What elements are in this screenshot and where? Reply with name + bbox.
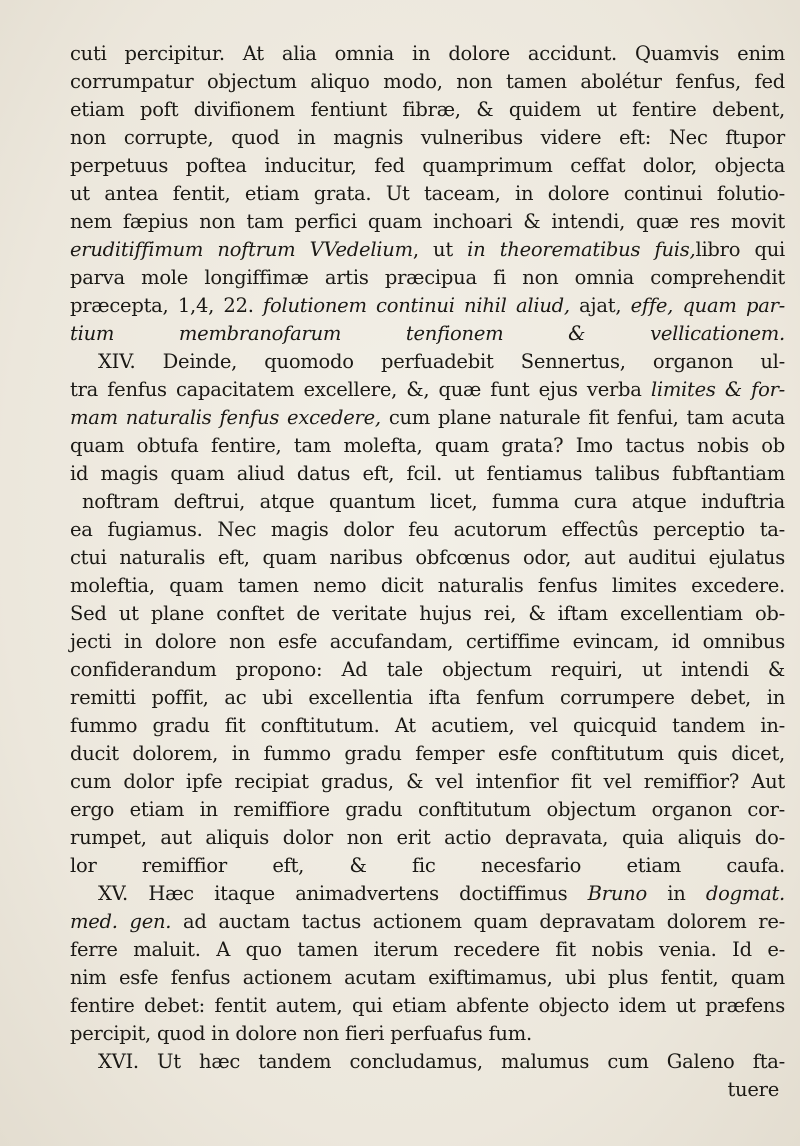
italic-text: folutionem continui nihil aliud, bbox=[263, 294, 570, 317]
text-run: corrumpatur objectum aliquo modo, non tamen abolétur fenfus, fed bbox=[70, 70, 785, 93]
text-line bbox=[70, 768, 785, 796]
text-line bbox=[70, 180, 785, 208]
text-run: noftram deftrui, atque quantum licet, fumma cura atque induftria bbox=[82, 490, 785, 513]
page-text bbox=[70, 40, 785, 1104]
text-run: tra fenfus capacitatem excellere, &, quæ funt ejus verba bbox=[70, 378, 651, 401]
text-run: ajat, bbox=[569, 294, 631, 317]
text-run: ctui naturalis eft, quam naribus obfcœnus odor, aut auditui ejulatus bbox=[70, 546, 785, 569]
text-run: libro qui bbox=[695, 238, 785, 261]
text-run: nim esfe fenfus actionem acutam exiftimamus, ubi plus fentit, quam bbox=[70, 966, 785, 989]
italic-text: limites & for- bbox=[650, 378, 785, 401]
text-run: rumpet, aut aliquis dolor non erit actio depravata, quia aliquis do- bbox=[70, 826, 785, 849]
text-run: cuti percipitur. At alia omnia in dolore accidunt. Quamvis enim bbox=[70, 42, 785, 65]
text-run: præcepta, 1,4, 22. bbox=[70, 294, 264, 317]
text-line bbox=[70, 824, 785, 852]
text-line bbox=[70, 880, 785, 908]
text-line bbox=[70, 40, 785, 68]
text-line bbox=[70, 348, 785, 376]
text-run: remitti poffit, ac ubi excellentia ifta fenfum corrumpere debet, in bbox=[70, 686, 785, 709]
text-line bbox=[70, 796, 785, 824]
text-run: nem fæpius non tam perfici quam inchoari & intendi, quæ res movit bbox=[70, 210, 785, 233]
text-run: , ut bbox=[412, 238, 468, 261]
text-line bbox=[70, 964, 785, 992]
text-line bbox=[70, 264, 785, 292]
text-run: id magis quam aliud datus eft, fcil. ut fentiamus talibus fubftantiam bbox=[70, 462, 785, 485]
text-line bbox=[70, 600, 785, 628]
italic-text: Bruno bbox=[587, 882, 647, 905]
text-run: XIV. Deinde, quomodo perfuadebit Sennertus, organon ul- bbox=[98, 350, 785, 373]
text-line bbox=[70, 152, 785, 180]
text-line bbox=[70, 572, 785, 600]
italic-text: eruditiffimum noftrum VVedelium bbox=[70, 238, 413, 261]
text-run: moleftia, quam tamen nemo dicit naturalis fenfus limites excedere. bbox=[70, 574, 785, 597]
text-line bbox=[70, 712, 785, 740]
text-run: non corrupte, quod in magnis vulneribus videre eft: Nec ftupor bbox=[70, 126, 785, 149]
text-line bbox=[70, 96, 785, 124]
text-line bbox=[70, 852, 785, 880]
italic-text: tium membranofarum tenfionem & vellicationem. bbox=[70, 322, 785, 345]
text-line bbox=[70, 628, 785, 656]
text-run: ea fugiamus. Nec magis dolor feu acutorum effectûs perceptio ta- bbox=[70, 518, 785, 541]
text-line bbox=[70, 656, 785, 684]
text-line bbox=[70, 1048, 785, 1076]
text-line bbox=[70, 684, 785, 712]
text-run: percipit, quod in dolore non fieri perfuafus fum. bbox=[70, 1022, 532, 1045]
text-line bbox=[70, 992, 785, 1020]
text-run: confiderandum propono: Ad tale objectum requiri, ut intendi & bbox=[70, 658, 785, 681]
text-line bbox=[70, 908, 785, 936]
text-line bbox=[70, 516, 785, 544]
text-line bbox=[70, 376, 785, 404]
text-line bbox=[70, 1020, 785, 1048]
text-line bbox=[70, 236, 785, 264]
text-run: ferre maluit. A quo tamen iterum recedere fit nobis venia. Id e- bbox=[70, 938, 785, 961]
text-run: jecti in dolore non esfe accufandam, certiffime evincam, id omnibus bbox=[70, 630, 785, 653]
text-run: parva mole longiffimæ artis præcipua fi non omnia comprehendit bbox=[70, 266, 785, 289]
text-run: tuere bbox=[727, 1078, 779, 1101]
text-run: perpetuus poftea inducitur, fed quamprimum ceffat dolor, objecta bbox=[70, 154, 785, 177]
text-line bbox=[70, 1076, 785, 1104]
text-line bbox=[70, 208, 785, 236]
text-run: fentire debet: fentit autem, qui etiam abfente objecto idem ut præfens bbox=[70, 994, 785, 1017]
italic-text: effe, quam par- bbox=[630, 294, 785, 317]
text-run: ut antea fentit, etiam grata. Ut taceam, in dolore continui folutio- bbox=[70, 182, 785, 205]
text-line bbox=[70, 544, 785, 572]
text-line bbox=[70, 320, 785, 348]
text-run: ad auctam tactus actionem quam depravatam dolorem re- bbox=[171, 910, 785, 933]
text-line bbox=[70, 68, 785, 96]
text-line bbox=[70, 488, 785, 516]
text-run: Sed ut plane conftet de veritate hujus rei, & iftam excellentiam ob- bbox=[70, 602, 785, 625]
text-run: cum plane naturale fit fenfui, tam acuta bbox=[380, 406, 786, 429]
text-line bbox=[70, 124, 785, 152]
text-run: fummo gradu fit conftitutum. At acutiem, vel quicquid tandem in- bbox=[70, 714, 785, 737]
text-run: cum dolor ipfe recipiat gradus, & vel intenfior fit vel remiffior? Aut bbox=[70, 770, 785, 793]
text-line bbox=[70, 432, 785, 460]
text-line bbox=[70, 740, 785, 768]
text-run: lor remiffior eft, & fic necesfario etiam caufa. bbox=[70, 854, 785, 877]
text-line bbox=[70, 292, 785, 320]
italic-text: in theorematibus fuis, bbox=[467, 238, 696, 261]
text-run: in bbox=[646, 882, 706, 905]
italic-text: med. gen. bbox=[70, 910, 172, 933]
italic-text: mam naturalis fenfus excedere, bbox=[70, 406, 381, 429]
text-run: ergo etiam in remiffiore gradu conftitutum objectum organon cor- bbox=[70, 798, 785, 821]
text-run: XV. Hæc itaque animadvertens doctiffimus bbox=[98, 882, 588, 905]
text-run: ducit dolorem, in fummo gradu femper esfe conftitutum quis dicet, bbox=[70, 742, 785, 765]
text-run: quam obtufa fentire, tam molefta, quam grata? Imo tactus nobis ob bbox=[70, 434, 785, 457]
italic-text: dogmat. bbox=[705, 882, 785, 905]
text-line bbox=[70, 936, 785, 964]
text-line bbox=[70, 404, 785, 432]
text-run: etiam poft divifionem fentiunt fibræ, & quidem ut fentire debent, bbox=[70, 98, 785, 121]
text-run: XVI. Ut hæc tandem concludamus, malumus cum Galeno fta- bbox=[98, 1050, 785, 1073]
text-line bbox=[70, 460, 785, 488]
